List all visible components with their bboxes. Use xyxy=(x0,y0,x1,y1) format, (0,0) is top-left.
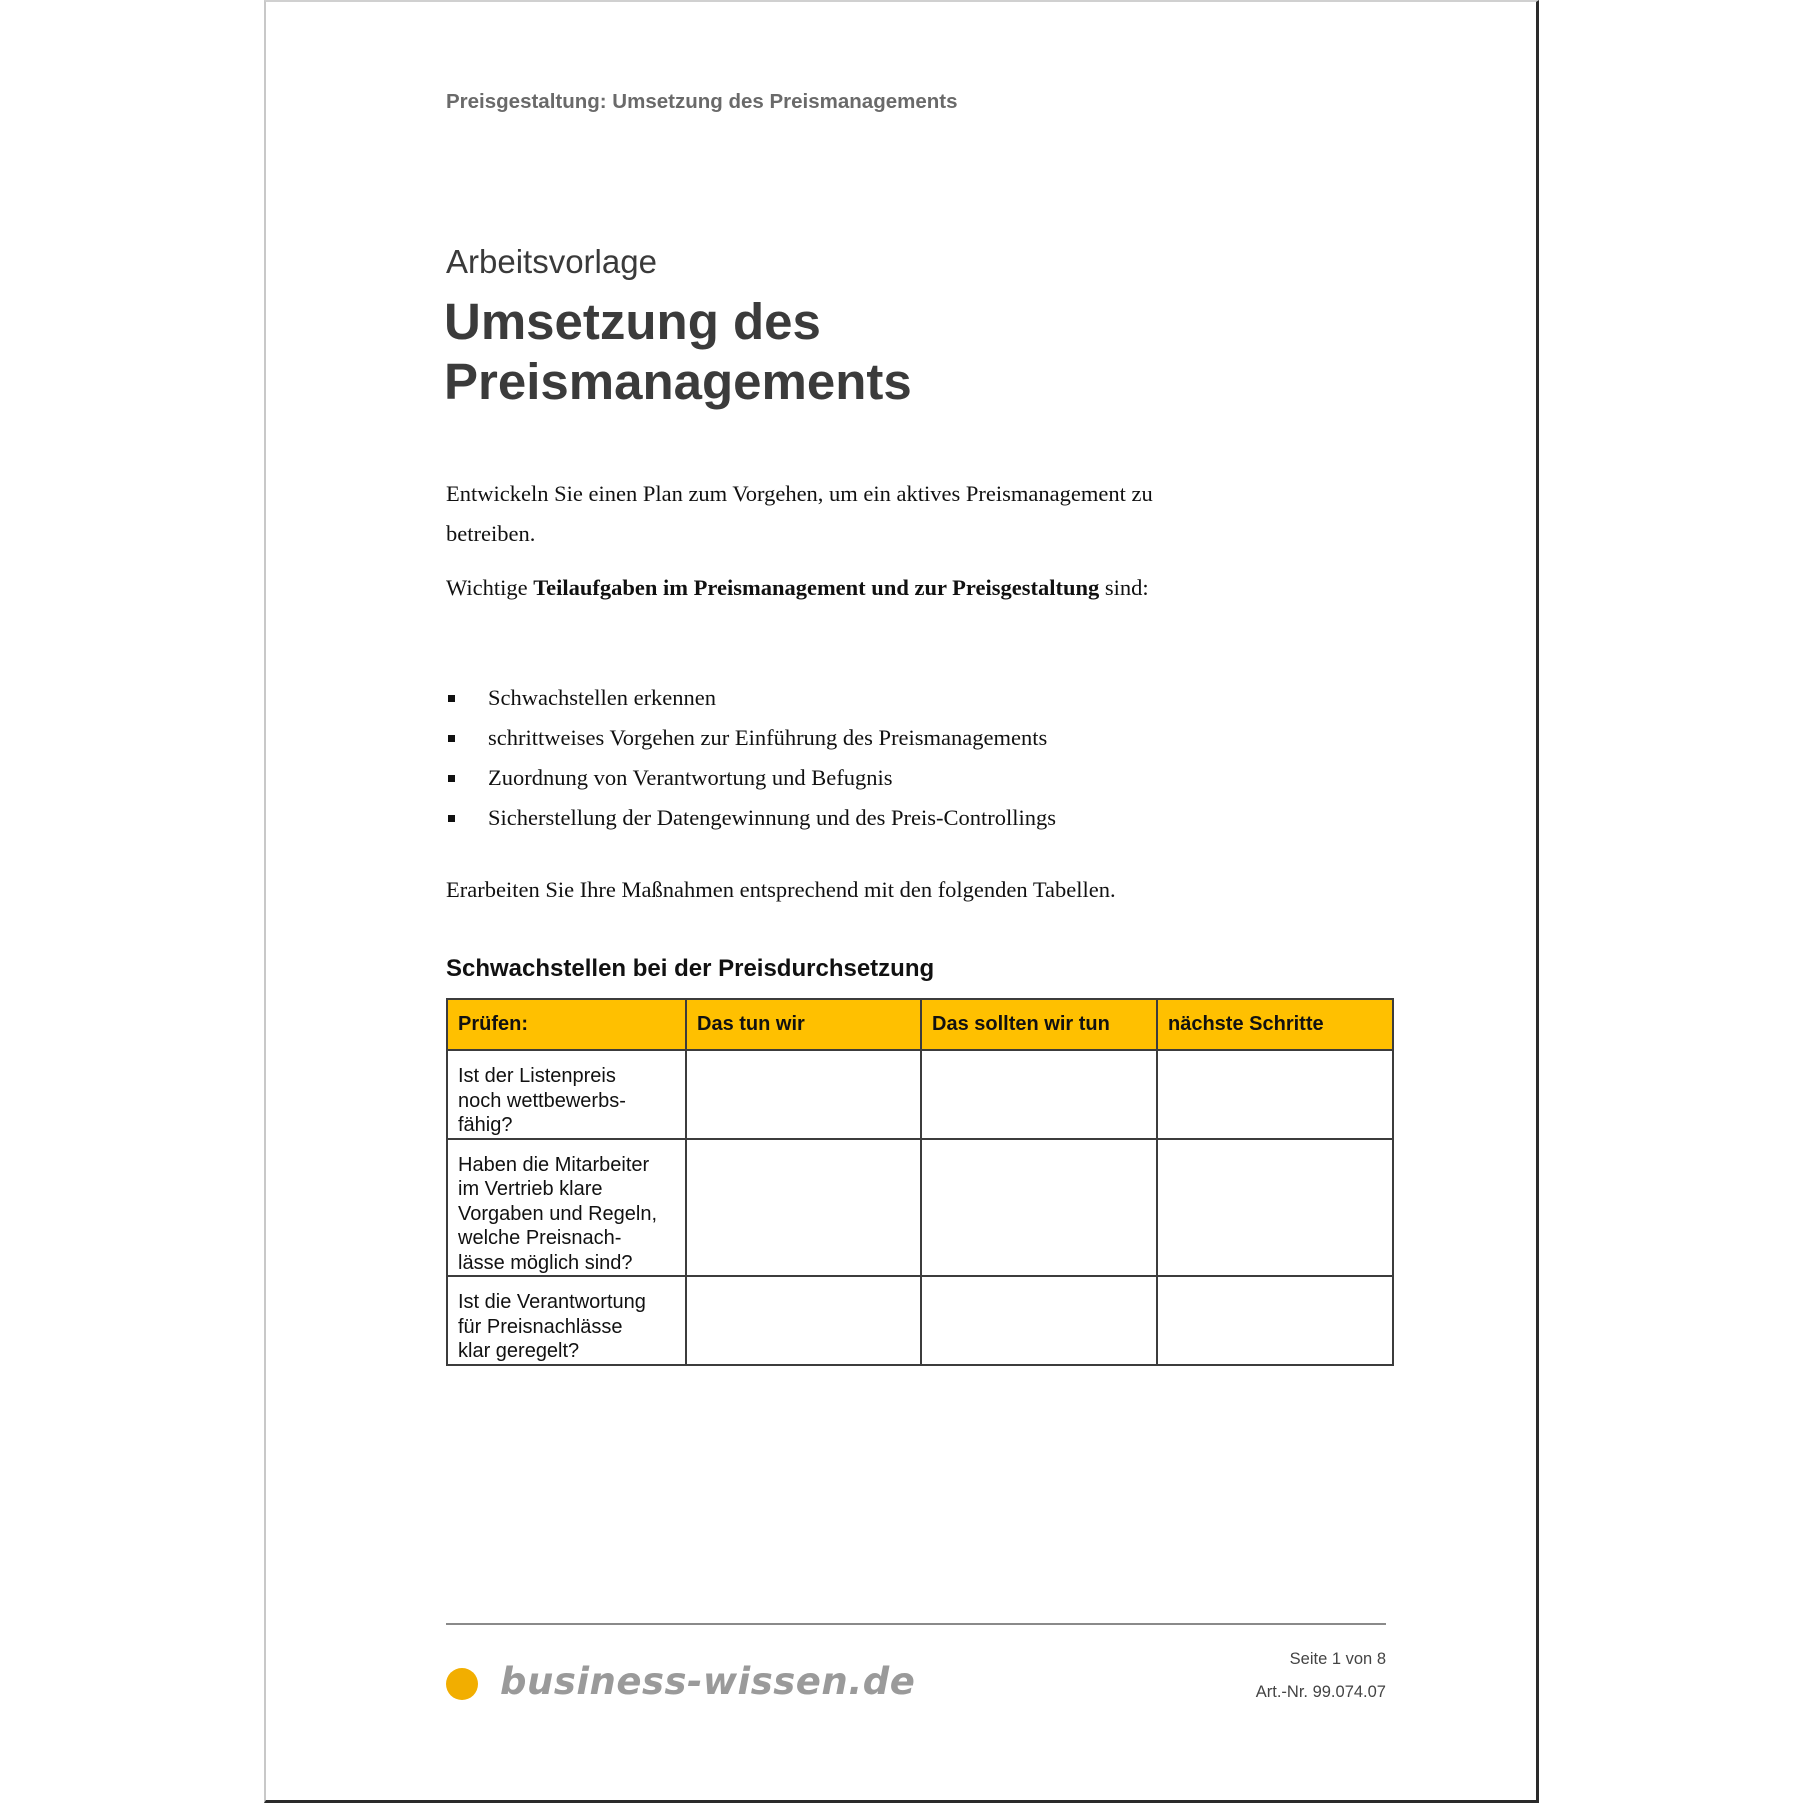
document-kicker: Arbeitsvorlage xyxy=(446,243,657,280)
title-line-2: Preismanagements xyxy=(444,353,912,410)
list-item xyxy=(446,798,1056,838)
table-cell-input[interactable] xyxy=(1157,1050,1393,1139)
list-item-text: Zuordnung von Verantwortung und Befugnis xyxy=(488,765,893,790)
task-bullet-list xyxy=(446,678,1056,838)
table-cell-input[interactable] xyxy=(686,1050,921,1139)
column-header-das-sollten-wir-tun: Das sollten wir tun xyxy=(921,999,1157,1050)
table-header-row xyxy=(447,999,1393,1050)
document-title xyxy=(444,292,912,412)
table-title: Schwachstellen bei der Preisdurchsetzung xyxy=(446,955,935,982)
brand-logo: business-wissen.de xyxy=(500,1660,916,1703)
question-text: Ist die Verantwortung für Preisnachlässe klar geregelt? xyxy=(458,1291,646,1362)
tasks-intro-suffix: sind: xyxy=(1099,575,1149,600)
table-row xyxy=(447,1276,1393,1365)
table-cell-input[interactable] xyxy=(921,1276,1157,1365)
table-cell-question xyxy=(447,1139,686,1277)
title-line-1: Umsetzung des xyxy=(444,293,821,350)
tasks-intro-bold: Teilaufgaben im Preismanagement und zur Preisgestaltung xyxy=(533,575,1100,600)
square-bullet-icon xyxy=(448,735,455,742)
table-row xyxy=(447,1139,1393,1277)
table-cell-input[interactable] xyxy=(686,1276,921,1365)
logo-dot-icon xyxy=(446,1668,478,1700)
tasks-intro-prefix: Wichtige xyxy=(446,575,534,600)
square-bullet-icon xyxy=(448,695,455,702)
footer-divider xyxy=(446,1623,1386,1625)
column-header-das-tun-wir: Das tun wir xyxy=(686,999,921,1050)
table-cell-input[interactable] xyxy=(921,1139,1157,1277)
table-cell-input[interactable] xyxy=(686,1139,921,1277)
table-cell-input[interactable] xyxy=(1157,1139,1393,1277)
article-number: Art.-Nr. 99.074.07 xyxy=(1255,1683,1386,1701)
table-row xyxy=(447,1050,1393,1139)
running-header: Preisgestaltung: Umsetzung des Preismanagements xyxy=(446,90,958,113)
list-item-text: schrittweises Vorgehen zur Einführung des Preismanagements xyxy=(488,725,1048,750)
page-number: Seite 1 von 8 xyxy=(1289,1650,1386,1668)
list-item xyxy=(446,758,1056,798)
square-bullet-icon xyxy=(448,775,455,782)
column-header-pruefen: Prüfen: xyxy=(447,999,686,1050)
table-cell-input[interactable] xyxy=(1157,1276,1393,1365)
question-text: Ist der Listenpreis noch wettbewerbs- fähig? xyxy=(458,1065,626,1136)
intro-paragraph: Entwickeln Sie einen Plan zum Vorgehen, um ein aktives Preismanagement zu betreiben. xyxy=(446,481,1153,546)
question-text: Haben die Mitarbeiter im Vertrieb klare Vorgaben und Regeln, welche Preisnach- lässe möglich sind? xyxy=(458,1153,658,1274)
list-item-text: Schwachstellen erkennen xyxy=(488,685,717,710)
table-cell-question xyxy=(447,1276,686,1365)
table-cell-input[interactable] xyxy=(921,1050,1157,1139)
tasks-intro-paragraph xyxy=(446,568,1186,608)
square-bullet-icon xyxy=(448,815,455,822)
list-item xyxy=(446,678,1056,718)
list-item xyxy=(446,718,1056,758)
column-header-naechste-schritte: nächste Schritte xyxy=(1157,999,1393,1050)
table-cell-question xyxy=(447,1050,686,1139)
weakness-table xyxy=(446,998,1394,1366)
list-item-text: Sicherstellung der Datengewinnung und des Preis-Controllings xyxy=(488,805,1057,830)
closing-paragraph: Erarbeiten Sie Ihre Maßnahmen entsprechend mit den folgenden Tabellen. xyxy=(446,877,1116,902)
